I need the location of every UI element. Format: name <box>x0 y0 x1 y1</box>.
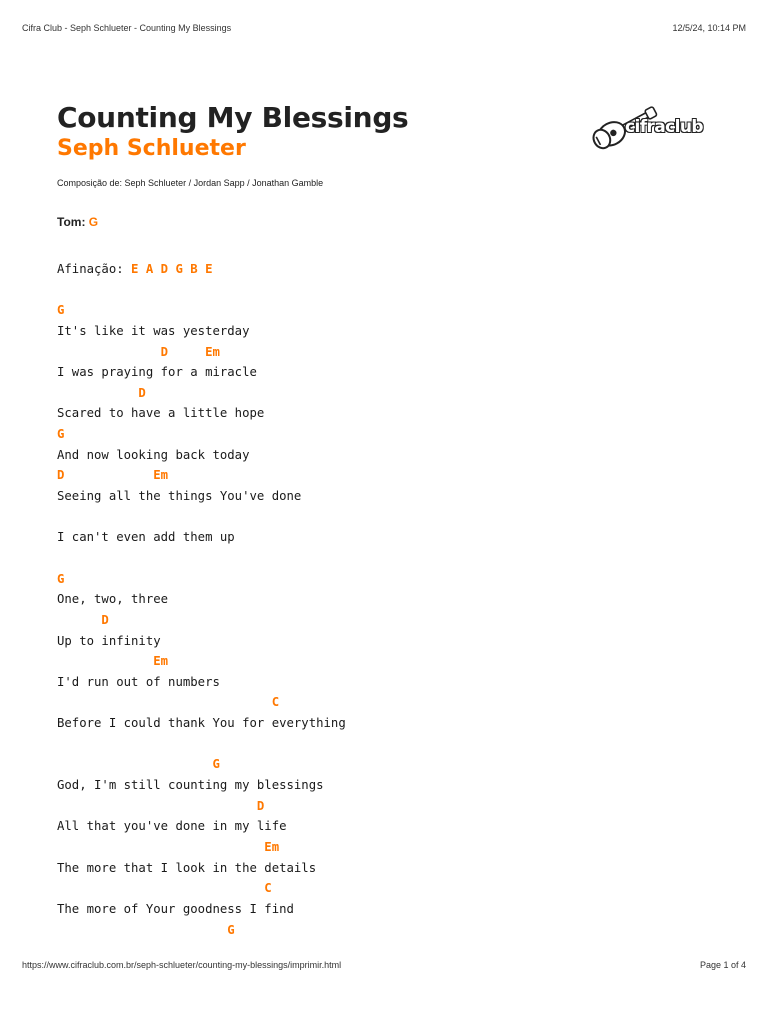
blank-line <box>57 734 346 755</box>
song-key-label: Tom: <box>57 215 89 229</box>
artist-name[interactable]: Seph Schlueter <box>57 136 246 161</box>
blank-line <box>57 507 346 528</box>
song-key <box>57 215 98 229</box>
lyric-line: God, I'm still counting my blessings <box>57 778 324 793</box>
lyric-line: I can't even add them up <box>57 530 235 545</box>
song-key-value[interactable]: G <box>88 215 99 229</box>
lyric-line: Seeing all the things You've done <box>57 489 302 504</box>
chord-line[interactable]: Em <box>57 839 280 854</box>
lyric-line: I was praying for a miracle <box>57 365 257 380</box>
print-header <box>22 23 746 33</box>
chord-line[interactable]: D <box>57 385 146 400</box>
lyric-line: The more that I look in the details <box>57 860 317 875</box>
chord-line[interactable]: C <box>57 695 280 710</box>
chord-line[interactable]: D Em <box>57 344 220 359</box>
chord-line[interactable]: D <box>57 798 265 813</box>
chord-line[interactable]: D Em <box>57 468 169 483</box>
chord-line[interactable]: G <box>57 427 65 442</box>
chord-line[interactable]: G <box>57 922 235 937</box>
logo-wordmark: cifraclub <box>625 117 703 137</box>
tuning-notes: E A D G B E <box>131 262 213 276</box>
lyric-line: Before I could thank You for everything <box>57 716 346 731</box>
blank-line <box>57 548 346 569</box>
lyric-line: Up to infinity <box>57 633 161 648</box>
composer-credits: Composição de: Seph Schlueter / Jordan Sapp / Jonathan Gamble <box>57 178 324 188</box>
chord-line[interactable]: C <box>57 881 272 896</box>
tuning-line <box>57 259 346 280</box>
print-url: https://www.cifraclub.com.br/seph-schlueter/counting-my-blessings/imprimir.html <box>22 960 342 970</box>
chord-line[interactable]: G <box>57 303 65 318</box>
cifraclub-logo[interactable] <box>591 102 703 154</box>
chord-line[interactable]: Em <box>57 654 169 669</box>
chord-line[interactable]: G <box>57 757 220 772</box>
lyric-line: All that you've done in my life <box>57 819 287 834</box>
lyric-line: The more of Your goodness I find <box>57 901 294 916</box>
print-footer <box>22 960 746 970</box>
lyric-line: I'd run out of numbers <box>57 674 220 689</box>
song-title: Counting My Blessings <box>57 101 409 134</box>
print-page-number: Page 1 of 4 <box>699 960 746 970</box>
lyric-line: One, two, three <box>57 592 169 607</box>
chord-line[interactable]: D <box>57 612 109 627</box>
chord-sheet <box>57 259 346 940</box>
sheet-body <box>57 300 346 940</box>
print-datetime: 12/5/24, 10:14 PM <box>672 23 746 33</box>
lyric-line: Scared to have a little hope <box>57 406 265 421</box>
tuning-label: Afinação: <box>57 262 132 276</box>
spacer-line <box>57 280 346 301</box>
lyric-line: It's like it was yesterday <box>57 323 250 338</box>
chord-line[interactable]: G <box>57 571 65 586</box>
lyric-line: And now looking back today <box>57 447 250 462</box>
print-doc-title: Cifra Club - Seph Schlueter - Counting My Blessings <box>22 23 232 33</box>
